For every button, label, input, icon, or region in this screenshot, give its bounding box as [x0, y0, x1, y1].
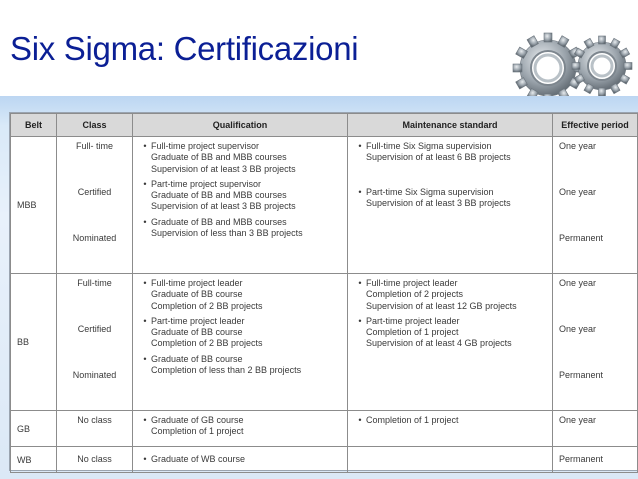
header-effective-period: Effective period [553, 114, 638, 137]
maintenance-item: • Part-time project leader Completion of 1 project Supervision of at least 4 GB projects [354, 316, 546, 350]
maintenance-cell [348, 274, 553, 411]
class-label: Certified [77, 324, 112, 334]
class-label: Nominated [72, 233, 117, 243]
qualification-item: • Full-time project leader Graduate of BB course Completion of 2 BB projects [139, 278, 341, 312]
qualification-cell [133, 274, 348, 411]
belt-cell: BB [11, 274, 57, 411]
header-class: Class [57, 114, 133, 137]
bullet-icon: • [358, 187, 362, 197]
slide-title: Six Sigma: Certificazioni [10, 30, 359, 67]
period-label: One year [559, 141, 597, 151]
bullet-icon: • [143, 353, 147, 364]
qualification-item: • Part-time project leader Graduate of BB course Completion of 2 BB projects [139, 316, 341, 350]
period-label: Permanent [559, 454, 604, 464]
certification-table-panel [9, 112, 638, 471]
qualification-cell [133, 137, 348, 274]
period-label: One year [559, 278, 597, 288]
class-cell [57, 447, 133, 473]
period-cell [553, 447, 638, 473]
class-label: Nominated [72, 370, 117, 380]
maintenance-item: • Part-time Six Sigma supervision Supervision of at least 3 BB projects [354, 187, 546, 210]
period-cell [553, 137, 638, 274]
bullet-icon: • [143, 315, 147, 326]
bullet-icon: • [143, 141, 147, 151]
class-label: Full-time [77, 278, 112, 288]
period-label: Permanent [559, 233, 604, 243]
period-label: One year [559, 415, 597, 425]
header-qualification: Qualification [133, 114, 348, 137]
class-cell [57, 274, 133, 411]
table-header-row [11, 114, 638, 137]
qualification-item: • Full-time project supervisor Graduate of BB and MBB courses Supervision of at least 3 BB projects [139, 141, 341, 175]
maintenance-cell [348, 411, 553, 447]
class-label: Full- time [75, 141, 113, 151]
bullet-icon: • [143, 216, 147, 227]
header-maintenance-standard: Maintenance standard [348, 114, 553, 137]
class-label: Certified [77, 187, 112, 197]
bullet-icon: • [143, 453, 147, 464]
period-label: One year [559, 324, 597, 334]
maintenance-item: • Full-time project leader Completion of 2 projects Supervision of at least 12 GB projects [354, 278, 546, 312]
maintenance-cell [348, 137, 553, 274]
qualification-item: • Graduate of WB course [139, 454, 341, 465]
class-label: No class [77, 415, 112, 425]
bullet-icon: • [143, 415, 147, 425]
belt-cell: WB [11, 447, 57, 473]
maintenance-cell [348, 447, 553, 473]
bullet-icon: • [358, 315, 362, 326]
table-row-wb [11, 447, 638, 473]
bullet-icon: • [358, 141, 362, 151]
qualification-item: • Graduate of BB course Completion of less than 2 BB projects [139, 354, 341, 377]
maintenance-item: • Completion of 1 project [354, 415, 546, 426]
period-label: One year [559, 187, 597, 197]
table-row-mbb [11, 137, 638, 274]
certification-table [10, 113, 638, 473]
qualification-item: • Part-time project supervisor Graduate of BB and MBB courses Supervision of at least 3 BB projects [139, 179, 341, 213]
class-cell [57, 411, 133, 447]
bullet-icon: • [358, 278, 362, 288]
qualification-cell [133, 411, 348, 447]
class-cell [57, 137, 133, 274]
class-label: No class [77, 454, 112, 464]
maintenance-item: • Full-time Six Sigma supervision Supervision of at least 6 BB projects [354, 141, 546, 183]
table-row-gb [11, 411, 638, 447]
header-belt: Belt [11, 114, 57, 137]
qualification-cell [133, 447, 348, 473]
period-cell [553, 411, 638, 447]
bullet-icon: • [358, 415, 362, 425]
qualification-item: • Graduate of GB course Completion of 1 project [139, 415, 341, 438]
belt-cell: MBB [11, 137, 57, 274]
bullet-icon: • [143, 278, 147, 288]
bullet-icon: • [143, 178, 147, 189]
belt-cell: GB [11, 411, 57, 447]
qualification-item: • Graduate of BB and MBB courses Supervision of less than 3 BB projects [139, 217, 341, 240]
period-cell [553, 274, 638, 411]
period-label: Permanent [559, 370, 604, 380]
table-row-bb [11, 274, 638, 411]
